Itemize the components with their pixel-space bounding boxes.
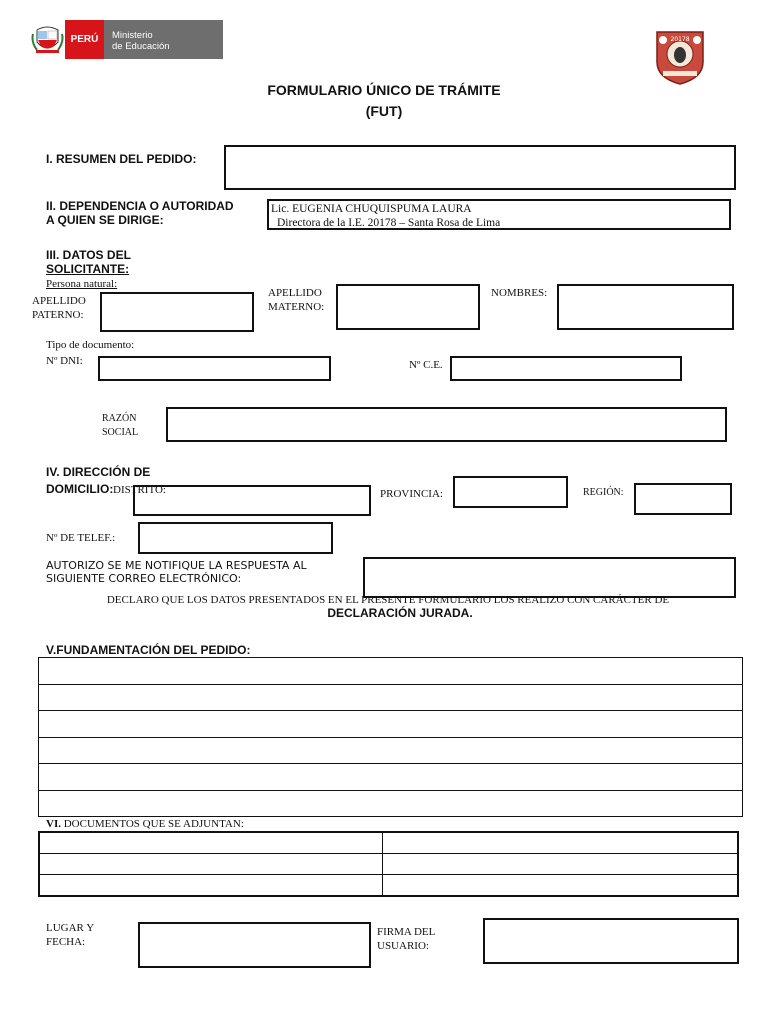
section-4-label-line1: IV. DIRECCIÓN DE — [46, 465, 151, 479]
correo-input[interactable] — [363, 557, 736, 598]
provincia-input[interactable] — [453, 476, 568, 508]
form-title: FORMULARIO ÚNICO DE TRÁMITE — [267, 82, 501, 98]
distrito-input[interactable] — [133, 485, 371, 516]
tipo-documento-label: Tipo de documento: — [46, 339, 135, 351]
provincia-label: PROVINCIA: — [380, 488, 443, 500]
distrito-label: DISTRITO: — [113, 484, 166, 496]
resumen-input[interactable] — [224, 145, 736, 190]
school-seal-icon — [651, 28, 709, 86]
dependencia-role: Directora de la I.E. 20178 – Santa Rosa de Lima — [277, 217, 501, 229]
coat-of-arms-icon — [30, 20, 65, 59]
fundamentacion-row[interactable] — [39, 791, 742, 817]
minedu-logo — [30, 20, 223, 59]
section-3-label: III. DATOS DEL SOLICITANTE: — [46, 248, 131, 276]
lugar-fecha-label: LUGAR Y FECHA: — [46, 922, 95, 948]
razon-social-input[interactable] — [166, 407, 727, 442]
dependencia-name: Lic. EUGENIA CHUQUISPUMA LAURA — [271, 203, 472, 215]
fundamentacion-row[interactable] — [39, 685, 742, 712]
section-6-label: VI. DOCUMENTOS QUE SE ADJUNTAN: — [46, 818, 244, 830]
fundamentacion-row[interactable] — [39, 738, 742, 765]
dependencia-field[interactable] — [267, 199, 731, 230]
form-subtitle: (FUT) — [365, 103, 403, 119]
region-label: REGIÓN: — [583, 487, 624, 498]
svg-text:20178: 20178 — [670, 36, 690, 43]
section-2-label: II. DEPENDENCIA O AUTORIDAD A QUIEN SE DIRIGE: — [46, 199, 234, 227]
documentos-row[interactable] — [40, 875, 737, 895]
fundamentacion-row[interactable] — [39, 658, 742, 685]
dni-label: Nº DNI: — [46, 355, 83, 367]
telefono-input[interactable] — [138, 522, 333, 554]
apellido-paterno-input[interactable] — [100, 292, 254, 332]
lugar-fecha-input[interactable] — [138, 922, 371, 968]
logo-country: PERÚ — [65, 20, 104, 59]
apellido-materno-input[interactable] — [336, 284, 480, 330]
correo-label: AUTORIZO SE ME NOTIFIQUE LA RESPUESTA AL SIGUIENTE CORREO ELECTRÓNICO: — [46, 559, 307, 585]
razon-social-label: RAZÓN SOCIAL — [102, 413, 139, 438]
dni-input[interactable] — [98, 356, 331, 381]
persona-natural-label: Persona natural: — [46, 278, 118, 290]
section-1-label: I. RESUMEN DEL PEDIDO: — [46, 152, 197, 166]
ce-input[interactable] — [450, 356, 682, 381]
section-5-label: V.FUNDAMENTACIÓN DEL PEDIDO: — [46, 643, 251, 657]
section-4-label-line2: DOMICILIO: — [46, 482, 114, 496]
nombres-input[interactable] — [557, 284, 734, 330]
fundamentacion-row[interactable] — [39, 764, 742, 791]
telefono-label: Nº DE TELEF.: — [46, 532, 116, 544]
fundamentacion-lines[interactable] — [38, 657, 743, 817]
firma-label: FIRMA DEL USUARIO: — [377, 926, 436, 952]
documentos-row[interactable] — [40, 833, 737, 854]
apellido-paterno-label: APELLIDO PATERNO: — [32, 295, 86, 321]
documentos-row[interactable] — [40, 854, 737, 875]
apellido-materno-label: APELLIDO MATERNO: — [268, 287, 325, 313]
declaro-text: DECLARO QUE LOS DATOS PRESENTADOS EN EL PRESENTE FORMULARIO LOS REALIZO CON CARÁCTER DE — [106, 594, 670, 606]
documentos-table[interactable] — [38, 831, 739, 897]
firma-input[interactable] — [483, 918, 739, 964]
region-input[interactable] — [634, 483, 732, 515]
nombres-label: NOMBRES: — [491, 287, 548, 299]
logo-ministry: Ministerio de Educación — [104, 20, 223, 59]
fundamentacion-row[interactable] — [39, 711, 742, 738]
declaracion-jurada: DECLARACIÓN JURADA. — [327, 606, 473, 620]
ce-label: Nº C.E. — [409, 359, 443, 371]
